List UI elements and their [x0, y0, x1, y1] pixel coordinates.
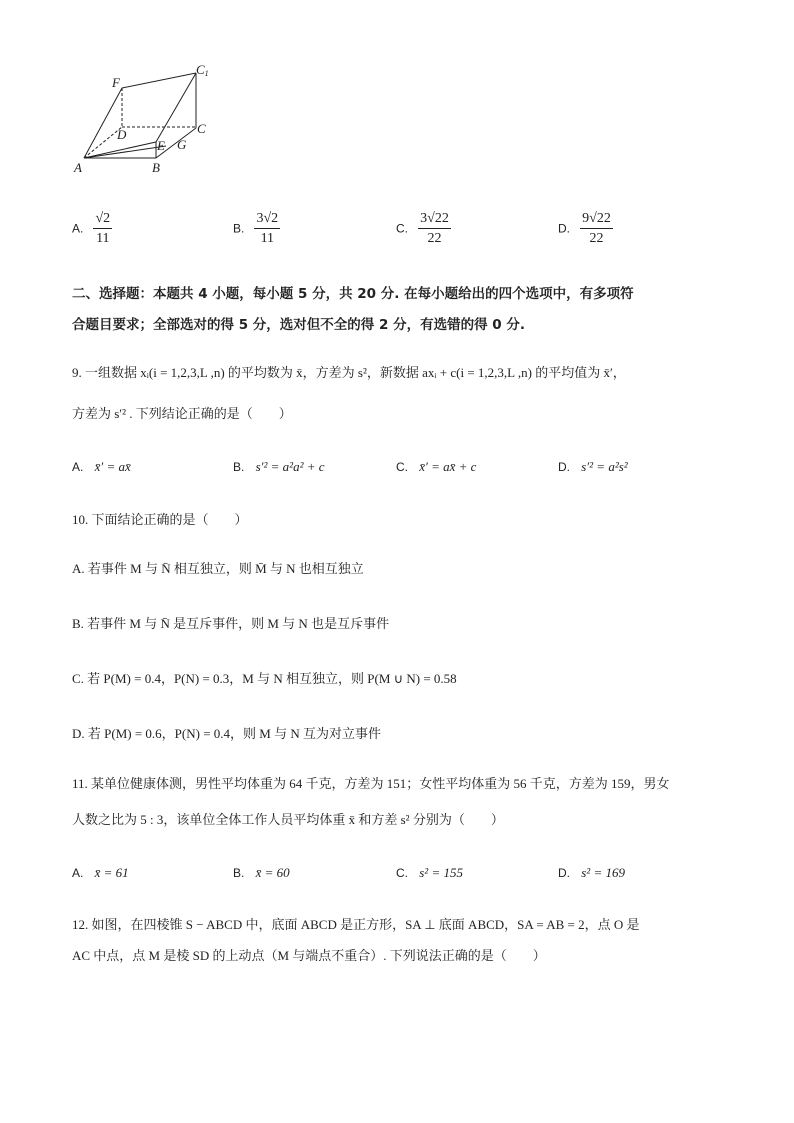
option-text: s² = 169	[581, 865, 625, 880]
q12-stem-line1: 12. 如图，在四棱锥 S − ABCD 中，底面 ABCD 是正方形，SA ⊥ 底面 ABCD，SA = AB = 2，点 O 是	[72, 917, 640, 932]
option-label: A.	[72, 460, 84, 474]
option-label: D.	[558, 460, 570, 474]
q9-option-d	[558, 459, 628, 475]
fraction-numerator: √2	[93, 211, 112, 229]
label-C1: C1	[196, 62, 209, 78]
fraction-denominator: 11	[260, 231, 275, 246]
q11-stem-line2: 人数之比为 5 : 3，该单位全体工作人员平均体重 x̄ 和方差 s² 分别为（ ）	[72, 812, 504, 827]
option-label: D.	[558, 221, 570, 236]
q9-stem-line2: 方差为 s′² . 下列结论正确的是（ ）	[72, 406, 292, 421]
option-text: s² = 155	[419, 865, 463, 880]
q10-option-a: A. 若事件 M 与 N̄ 相互独立，则 M̄ 与 N 也相互独立	[72, 561, 364, 576]
q9-stem-line1: 9. 一组数据 xᵢ(i = 1,2,3,L ,n) 的平均数为 x̄，方差为 s²，新数据 axᵢ + c(i = 1,2,3,L ,n) 的平均值为 x̄′，	[72, 365, 626, 380]
q11-option-a	[72, 865, 129, 881]
label-F: F	[112, 75, 120, 90]
label-A: A	[74, 160, 82, 175]
option-label: C.	[396, 460, 408, 474]
option-text: x̄ = 60	[255, 865, 290, 880]
label-D: D	[117, 127, 127, 142]
option-text: x̄′ = ax̄	[94, 459, 131, 474]
fraction-denominator: 11	[96, 231, 110, 246]
q8-option-a	[72, 211, 112, 247]
option-label: A.	[72, 221, 84, 236]
fraction-denominator: 22	[589, 231, 604, 246]
label-B: B	[152, 160, 160, 175]
q11-stem-line1: 11. 某单位健康体测，男性平均体重为 64 千克，方差为 151；女性平均体重为 56 千克，方差为 159，男女	[72, 776, 670, 791]
q10-option-c: C. 若 P(M) = 0.4，P(N) = 0.3，M 与 N 相互独立，则 P(M ∪ N) = 0.58	[72, 671, 457, 686]
q11-option-c	[396, 865, 463, 881]
q10-stem: 10. 下面结论正确的是（ ）	[72, 512, 248, 527]
option-label: C.	[396, 866, 408, 880]
label-C: C	[197, 121, 206, 136]
q9-option-a	[72, 459, 131, 475]
q8-option-c	[396, 211, 451, 247]
option-text: x̄ = 61	[94, 865, 129, 880]
option-label: A.	[72, 866, 84, 880]
prism-figure	[70, 60, 220, 180]
q11-option-b	[233, 865, 290, 881]
option-label: B.	[233, 221, 245, 236]
fraction-numerator: 9√22	[580, 211, 613, 229]
label-E: E	[157, 138, 165, 153]
q8-option-b	[233, 211, 280, 247]
fraction-denominator: 22	[427, 231, 442, 246]
q11-option-d	[558, 865, 625, 881]
option-label: B.	[233, 460, 245, 474]
q10-option-b: B. 若事件 M 与 N̄ 是互斥事件，则 M 与 N 也是互斥事件	[72, 616, 390, 631]
q9-option-c	[396, 459, 476, 475]
option-text: s′² = a²a² + c	[255, 459, 325, 474]
q10-option-d: D. 若 P(M) = 0.6，P(N) = 0.4，则 M 与 N 互为对立事件	[72, 726, 381, 741]
option-label: C.	[396, 221, 408, 236]
option-text: s′² = a²s²	[581, 459, 628, 474]
q8-option-d	[558, 211, 613, 247]
section-heading-line2: 合题目要求；全部选对的得 5 分，选对但不全的得 2 分，有选错的得 0 分.	[72, 317, 526, 333]
section-heading-line1: 二、选择题：本题共 4 小题，每小题 5 分，共 20 分. 在每小题给出的四个选项中，有多项符	[72, 286, 634, 302]
fraction-numerator: 3√2	[254, 211, 280, 229]
label-G: G	[177, 137, 187, 152]
q9-option-b	[233, 459, 325, 475]
q12-stem-line2: AC 中点，点 M 是棱 SD 的上动点（M 与端点不重合）. 下列说法正确的是（ ）	[72, 948, 546, 963]
option-label: D.	[558, 866, 570, 880]
option-label: B.	[233, 866, 245, 880]
option-text: x̄′ = ax̄ + c	[419, 459, 477, 474]
fraction-numerator: 3√22	[418, 211, 451, 229]
